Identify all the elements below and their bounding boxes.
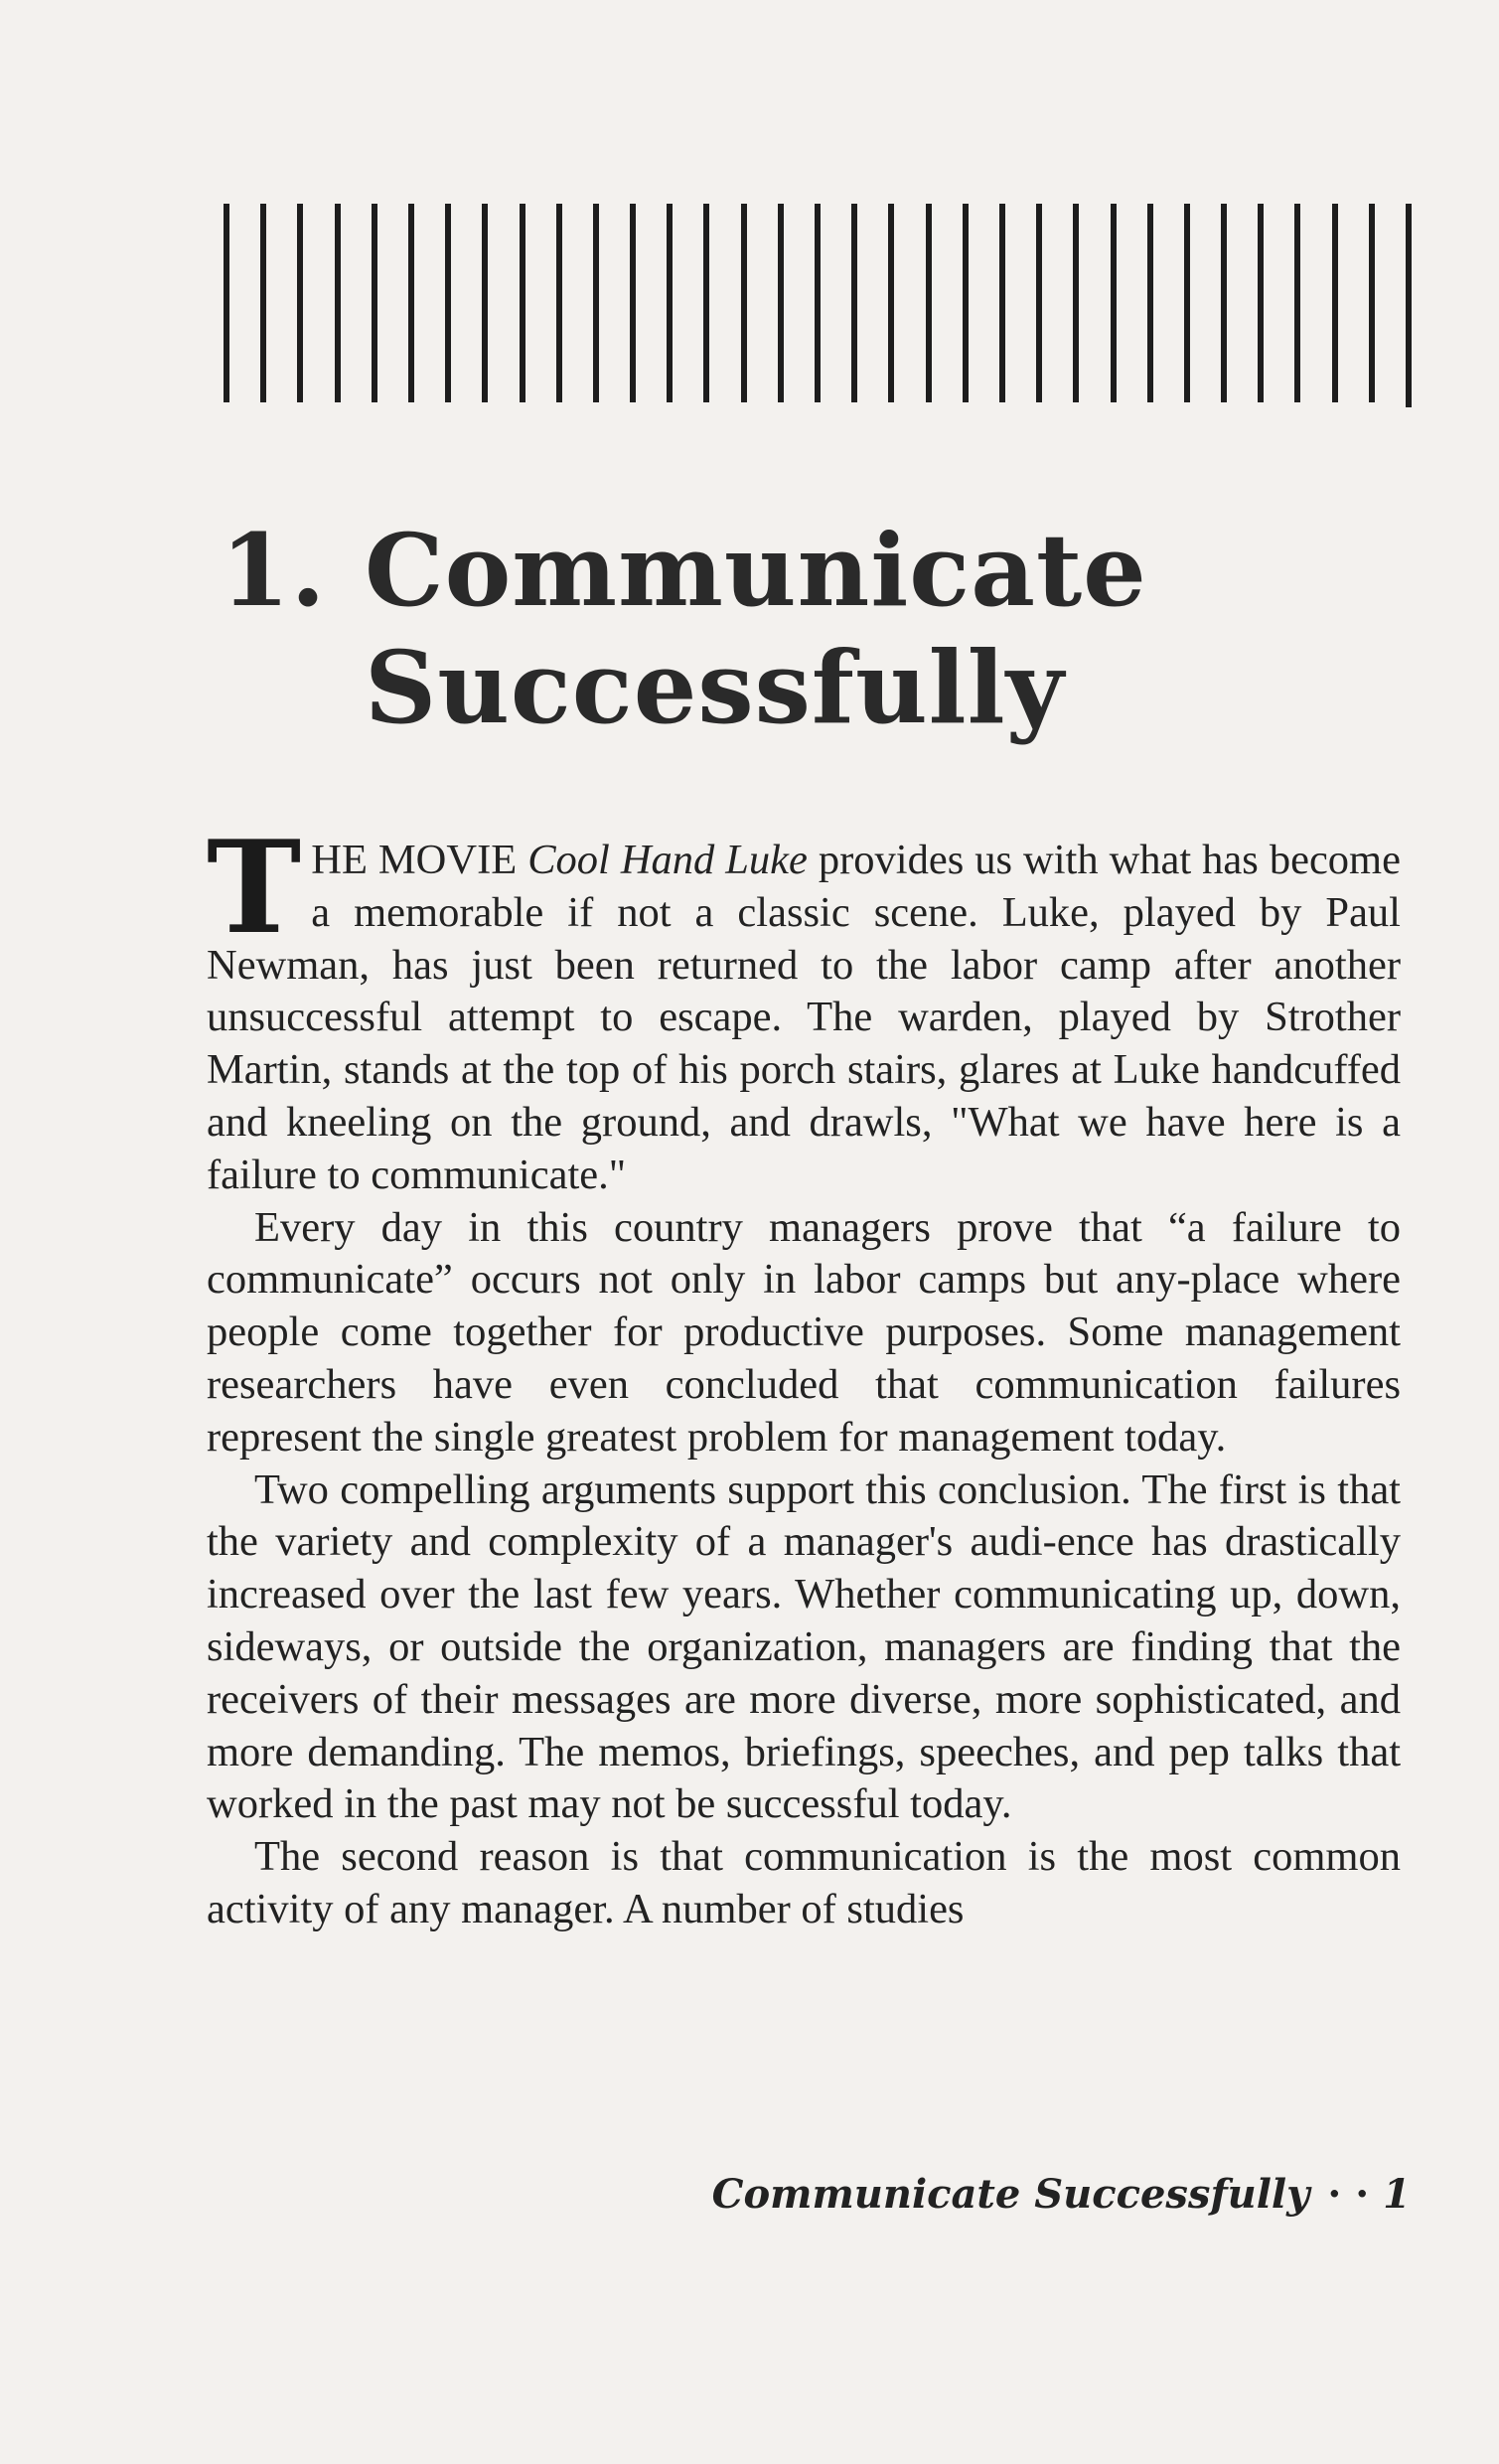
decorative-bar <box>888 204 894 402</box>
chapter-title-line2: Successfully <box>365 629 1065 746</box>
decorative-bar <box>224 204 229 402</box>
decorative-bar <box>556 204 562 402</box>
decorative-bar <box>926 204 932 402</box>
drop-cap: T <box>207 814 302 963</box>
decorative-bar <box>1406 204 1412 407</box>
running-title: Communicate Successfully <box>711 2171 1310 2218</box>
paragraph-1-text: provides us with what has become a memorable if not a classic scene. Luke, played by Paul Newman, has just been returned to the labor camp after another unsuccessful attempt to escape. The warden, played by Strother Martin, stands at the top of his porch stairs, glares at Luke handcuffed and kneeling on the ground, and drawls, "What we have here is a failure to communicate." <box>207 837 1401 1198</box>
decorative-bar <box>1073 204 1079 402</box>
page-footer <box>695 2171 1411 2218</box>
chapter-body <box>207 814 1401 1936</box>
decorative-bar <box>815 204 821 402</box>
decorative-bar <box>372 204 377 402</box>
decorative-bar <box>297 204 303 402</box>
paragraph-4: The second reason is that communication is the most common activity of any manager. A number of studies <box>207 1833 1401 1932</box>
decorative-bar <box>1111 204 1117 402</box>
decorative-bar <box>667 204 673 402</box>
decorative-bar <box>482 204 488 402</box>
decorative-bar <box>520 204 525 402</box>
decorative-bar <box>630 204 636 402</box>
decorative-bar <box>963 204 969 402</box>
paragraph-2: Every day in this country managers prove that “a failure to communicate” occurs not only in labor camps but any-place where people come together for productive purposes. Some management researchers have even concluded that communication failures represent the single greatest problem for management today. <box>207 1203 1401 1461</box>
decorative-bar <box>778 204 784 402</box>
chapter-title <box>221 512 1313 746</box>
decorative-bar <box>260 204 266 402</box>
decorative-bar <box>593 204 599 402</box>
chapter-title-line1: Communicate <box>365 512 1147 629</box>
film-title: Cool Hand Luke <box>527 837 808 883</box>
decorative-bar <box>408 204 414 402</box>
page-number: 1 <box>1383 2171 1411 2218</box>
decorative-bar <box>1332 204 1338 402</box>
decorative-bar <box>703 204 709 402</box>
footer-separator: · · <box>1327 2171 1370 2218</box>
decorative-bar <box>1036 204 1042 402</box>
decorative-bar <box>1258 204 1264 402</box>
decorative-bar-ornament <box>224 204 1421 407</box>
decorative-bar <box>741 204 747 402</box>
decorative-bar <box>851 204 857 402</box>
decorative-bar <box>999 204 1005 402</box>
decorative-bar <box>1369 204 1375 402</box>
decorative-bar <box>1184 204 1190 402</box>
decorative-bar <box>1294 204 1300 402</box>
paragraph-3: Two compelling arguments support this conclusion. The first is that the variety and complexity of a manager's audi-ence has drastically increased over the last few years. Whether communicating up, down, sideways, or outside the organization, managers are finding that the receivers of their messages are more diverse, more sophisticated, and more demanding. The memos, briefings, speeches, and pep talks that worked in the past may not be successful today. <box>207 1465 1401 1828</box>
chapter-number: 1. <box>221 512 327 629</box>
decorative-bar <box>1221 204 1227 402</box>
decorative-bar <box>1147 204 1153 402</box>
paragraph-1 <box>207 814 1401 1202</box>
paragraph-1-lead: HE MOVIE <box>311 837 528 883</box>
decorative-bar <box>335 204 341 402</box>
decorative-bar <box>445 204 451 402</box>
